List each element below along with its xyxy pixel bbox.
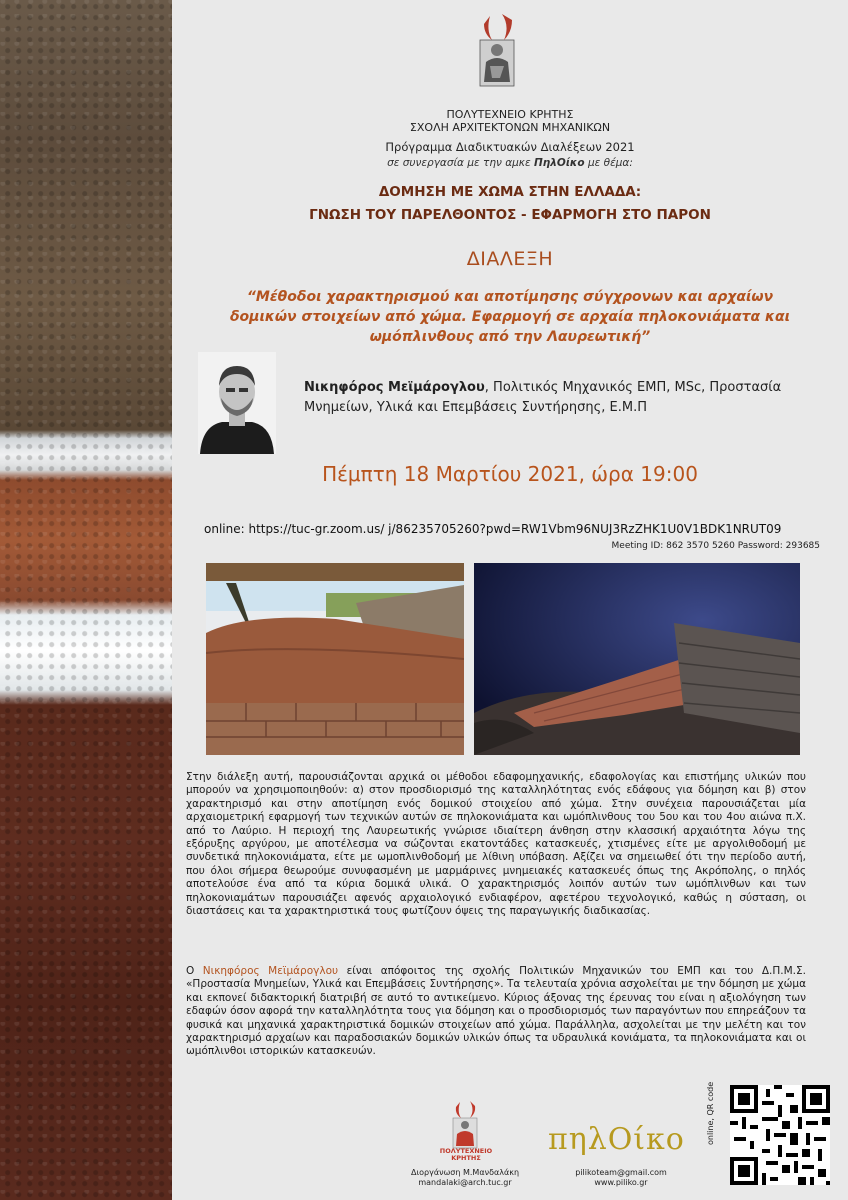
qr-code[interactable] xyxy=(730,1085,830,1185)
cooperation-line xyxy=(172,157,848,169)
piloiko-logo: πηλΟίκο xyxy=(548,1122,685,1157)
speaker-bio xyxy=(186,965,806,1059)
speaker-affiliation: , Πολιτικός Μηχανικός ΕΜΠ, MSc, Προστασία Μνημείων, Υλικά και Επεμβάσεις Συντήρησης, Ε.Μ.Π xyxy=(304,380,782,415)
organizer-email[interactable]: mandalaki@arch.tuc.gr xyxy=(418,1178,512,1187)
piloiko-contact xyxy=(556,1168,686,1188)
tuc-logo xyxy=(472,10,522,94)
bio-text: είναι απόφοιτος της σχολής Πολιτικών Μηχανικών του ΕΜΠ και του Δ.Π.Μ.Σ. «Προστασία Μνημείων, Υλικά και Επεμβάσεις Συντήρησης». Τα τελευταία χρόνια ασχολείται με την δόμηση με χώμα και εκπονεί διδακτορική διατριβή σε αυτό το αντικείμενο. Κύριος άξονας της έρευνας του είναι η αξιολόγηση των εδαφών όσον αφορά την καταλληλότητα τους για δόμηση και ο προσδιορισμός των παραγόντων που επηρεάζουν τα φυσικά και μηχανικά χαρακτηριστικά δομικών στοιχείων από χώμα. Παράλληλα, ασχολείται με την μελέτη και τον χαρακτηρισμό αρχαίων και παραδοσιακών δομικών υλικών όπως τα υδραυλικά κονιάματα, τα πηλοκονιάματα και οι ωμόπλινθοι ιστορικών κατασκευών. xyxy=(186,965,807,1058)
speaker-photo xyxy=(198,352,276,454)
tuc-footer-logo xyxy=(448,1098,482,1154)
theme-line-1: ΔΟΜΗΣΗ ΜΕ ΧΩΜΑ ΣΤΗΝ ΕΛΛΑΔΑ: xyxy=(378,184,642,200)
qr-code-label: online, QR code xyxy=(706,1081,715,1145)
university-name: ΠΟΛΥΤΕΧΝΕΙΟ ΚΡΗΤΗΣ xyxy=(446,108,574,121)
coop-suffix: με θέμα: xyxy=(584,157,633,169)
bio-prefix: Ο xyxy=(186,965,203,977)
bio-speaker-name: Νικηφόρος Μεϊμάρογλου xyxy=(202,965,339,977)
wall-scan-photo xyxy=(474,563,800,755)
soil-background-strip xyxy=(0,0,172,1200)
meeting-credentials: Meeting ID: 862 3570 5260 Password: 293685 xyxy=(611,541,820,551)
school-name: ΣΧΟΛΗ ΑΡΧΙΤΕΚΤΟΝΩΝ ΜΗΧΑΝΙΚΩΝ xyxy=(409,121,611,134)
coop-name: ΠηλΟίκο xyxy=(534,157,585,169)
coop-prefix: σε συνεργασία με την αμκε xyxy=(387,157,534,169)
theme-line-2: ΓΝΩΣΗ ΤΟΥ ΠΑΡΕΛΘΟΝΤΟΣ - ΕΦΑΡΜΟΓΗ ΣΤΟ ΠΑΡΟΝ xyxy=(309,207,711,223)
speaker-info xyxy=(304,378,834,418)
header-block xyxy=(172,108,848,134)
zoom-link[interactable]: online: https://tuc-gr.zoom.us/ j/86235705260?pwd=RW1Vbm96NUJ3RzZHK1U0V1BDK1NRUT09 xyxy=(204,522,782,536)
theme-title xyxy=(172,181,848,227)
organizer-name: Διοργάνωση Μ.Μανδαλάκη xyxy=(410,1168,520,1177)
organizer-info xyxy=(400,1168,530,1188)
piloiko-email[interactable]: pilikoteam@gmail.com xyxy=(575,1168,667,1177)
lecture-label: ΔΙΑΛΕΞΗ xyxy=(466,248,554,270)
event-date: Πέμπτη 18 Μαρτίου 2021, ώρα 19:00 xyxy=(322,462,698,486)
mudbrick-wall-photo xyxy=(206,563,464,755)
speaker-name: Νικηφόρος Μεϊμάρογλου xyxy=(304,380,485,395)
tuc-footer-logo-label: ΠΟΛΥΤΕΧΝΕΙΟ ΚΡΗΤΗΣ xyxy=(439,1147,493,1162)
piloiko-website[interactable]: www.piliko.gr xyxy=(594,1178,648,1187)
lecture-abstract: Στην διάλεξη αυτή, παρουσιάζονται αρχικά οι μέθοδοι εδαφομηχανικής, εδαφολογίας και επιστήμης υλικών που μπορούν να χρησιμοποιηθούν: α) στον προσδιορισμό της καταλληλότητας ενός εδάφους για δόμηση και β) στον χαρακτηρισμό και στην αποτίμηση ενός δομικού στοιχείου από χώμα. Στην συνέχεια παρουσιάζεται μία αρχαιομετρική εφαρμογή των τεχνικών αυτών σε πηλοκονιάματα και ωμόπλινθους του 5ου και του 4ου αιώνα π.Χ. από το Λαύριο. Η περιοχή της Λαυρεωτικής γνώρισε ιδιαίτερη άνθηση στην κλασσική αρχαιότητα λόγω της εξόρυξης αργύρου, με αποτέλεσμα να σώζονται εκατοντάδες κατασκευές, χτισμένες είτε με αργολιθοδομή με συνδετικά πηλοκονιάματα, είτε με ωμοπλινθοδομή με λίθινη υπόβαση. Αξίζει να σημειωθεί ότι την περίοδο αυτή, που όλοι σήμερα θεωρούμε συνυφασμένη με μαρμάρινες μνημειακές κατασκευές όπως της Ακρόπολης, ο πηλός αποτελούσε ένα από τα κύρια δομικά υλικά. Ο χαρακτηρισμός λοιπόν αυτών των ωμόπλινθων και των πηλοκονιαμάτων παρουσιάζει αφενός αρχαιολογικό ενδιαφέρον, αφετέρου τεχνολογικό, καθώς η σύσταση, οι διαστάσεις και τα χαρακτηριστικά τους φωτίζουν όψεις της παραγωγικής διαδικασίας. xyxy=(186,771,806,918)
program-title: Πρόγραμμα Διαδικτυακών Διαλέξεων 2021 xyxy=(385,140,635,154)
lecture-title: “Μέθοδοι χαρακτηρισμού και αποτίμησης σύγχρονων και αρχαίων δομικών στοιχείων από χώμα. Εφαρμογή σε αρχαία πηλοκονιάματα και ωμόπλινθους από την Λαυρεωτική” xyxy=(229,289,791,345)
